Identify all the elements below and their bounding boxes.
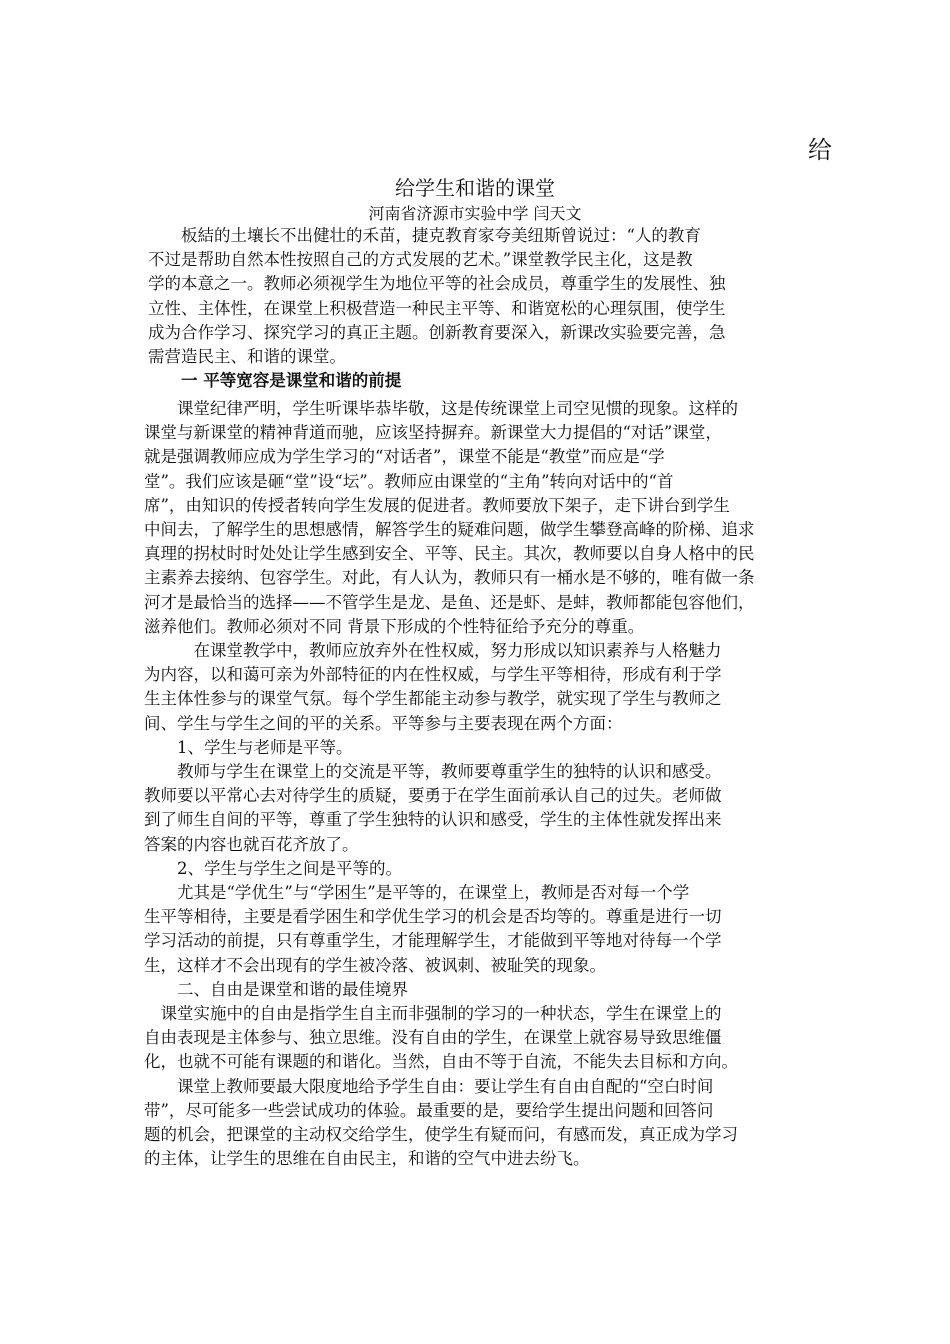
text-line: 成为合作学习、探究学习的真正主题。创新教育要深入，新课改实验要完善，急 — [148, 322, 726, 342]
text-line: 间、学生与学生之间的平的关系。平等参与主要表现在两个方面： — [144, 713, 623, 733]
intro-paragraph — [148, 224, 812, 393]
text-line: 学的本意之一。教师必须视学生为地位平等的社会成员，尊重学生的发展性、独 — [148, 274, 726, 294]
text-line: 题的机会，把课堂的主动权交给学生，使学生有疑而问，有感而发，真正成为学习 — [144, 1125, 738, 1145]
text-line: 板結的土壤长不出健壮的禾苗，捷克教育家夸美纽斯曾说过：“人的教育 — [148, 226, 701, 245]
list-item-heading: 2、学生与学生之间是平等的。 — [144, 858, 402, 878]
text-line: 需营造民主、和谐的课堂。 — [148, 347, 346, 367]
text-line: 课堂纪律严明，学生听课毕恭毕敬，这是传统课堂上司空见惯的现象。这样的 — [144, 399, 738, 418]
section-heading-2: 二、自由是课堂和谐的最佳境界 — [144, 979, 408, 999]
header-fragment: 给 — [808, 136, 832, 164]
text-line: 生，这样才不会出现有的学生被冷落、被讽刺、被耻笑的现象。 — [144, 955, 606, 975]
text-line: 生平等相待，主要是看学困生和学优生学习的机会是否均等的。尊重是进行一切 — [144, 907, 722, 927]
text-line: 课堂上教师要最大限度地给予学生自由：要让学生有自由自配的“空白时间 — [144, 1076, 714, 1096]
text-line: 滋养他们。教师必须对不同 背景下形成的个性特征给予充分的尊重。 — [144, 616, 645, 636]
text-line: 不过是帮助自然本性按照自己的方式发展的艺术。”课堂教学民主化，这是教 — [148, 250, 693, 270]
text-line: 席”，由知识的传授者转向学生发展的促进者。教师要放下架子，走下讲台到学生 — [144, 495, 730, 515]
text-line: 带”，尽可能多一些尝试成功的体验。最重要的是，要给学生提出问题和回答问 — [144, 1100, 714, 1120]
text-line: 为内容，以和蔼可亲为外部特征的内在性权威，与学生平等相待，形成有利于学 — [144, 665, 722, 685]
text-line: 河才是最恰当的选择——不管学生是龙、是鱼、还是虾、是蚌，教师都能包容他们， — [144, 592, 755, 612]
text-line: 生主体性参与的课堂气氛。每个学生都能主动参与教学，就实现了学生与教师之 — [144, 689, 722, 709]
text-line: 到了师生自间的平等，尊重了学生独特的认识和感受，学生的主体性就发挥出来 — [144, 810, 722, 830]
text-line: 教师与学生在课堂上的交流是平等，教师要尊重学生的独特的认识和感受。 — [144, 762, 722, 782]
text-line: 教师要以平常心去对待学生的质疑，要勇于在学生面前承认自己的过失。老师做 — [144, 786, 722, 806]
text-line: 答案的内容也就百花齐放了。 — [144, 834, 359, 854]
text-line: 化，也就不可能有课题的和谐化。当然，自由不等于自流，不能失去目标和方向。 — [144, 1052, 738, 1072]
text-line: 在课堂教学中，教师应放弃外在性权威，努力形成以知识素养与人格魅力 — [144, 641, 722, 661]
text-line: 真理的拐杖时时处处让学生感到安全、平等、民主。其次，教师要以自身人格中的民 — [144, 544, 755, 564]
list-item-heading: 1、学生与老师是平等。 — [144, 737, 353, 757]
document-title: 给学生和谐的课堂 — [395, 176, 555, 200]
text-line: 就是强调教师应成为学生学习的“对话者”，课堂不能是“教堂”而应是“学 — [144, 447, 665, 467]
text-line: 主素养去接纳、包容学生。对此，有人认为，教师只有一桶水是不够的，唯有做一条 — [144, 568, 755, 588]
text-line: 自由表现是主体参与、独立思维。没有自由的学生，在课堂上就容易导致思维僵 — [144, 1028, 722, 1048]
text-line: 学习活动的前提，只有尊重学生，才能理解学生，才能做到平等地对待每一个学 — [144, 931, 722, 951]
author-byline: 河南省济源市实验中学 闫天文 — [368, 204, 582, 223]
text-line: 中间去，了解学生的思想感情，解答学生的疑难问题，做学生攀登高峰的阶梯、追求 — [144, 520, 755, 540]
body-text — [144, 397, 812, 1172]
text-line: 课堂实施中的自由是指学生自主而非强制的学习的一种状态，学生在课堂上的 — [144, 1004, 722, 1024]
text-line: 立性、主体性，在课堂上积极营造一种民主平等、和谐宽松的心理氛围，使学生 — [148, 298, 726, 318]
text-line: 课堂与新课堂的精神背道而驰，应该坚持摒弃。新课堂大力提倡的“对话”课堂， — [144, 423, 722, 443]
text-line: 的主体，让学生的思维在自由民主，和谐的空气中进去纷飞。 — [144, 1149, 590, 1169]
text-line: 堂”。我们应该是砸“堂”设“坛”。教师应由课堂的“主角”转向对话中的“首 — [144, 471, 674, 491]
text-line: 尤其是“学优生”与“学困生”是平等的，在课堂上，教师是否对每一个学 — [144, 883, 690, 903]
section-heading-1: 一 平等宽容是课堂和谐的前提 — [148, 371, 402, 391]
